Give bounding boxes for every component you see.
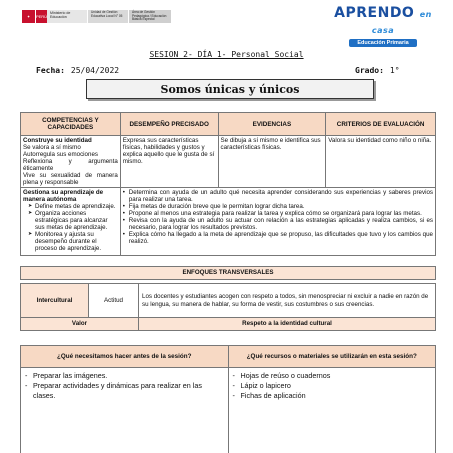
recurso-item: - Hojas de reúso o cuadernos <box>232 371 433 381</box>
recursos-list <box>232 371 433 401</box>
competencia-line: Autorregula sus emociones <box>23 151 98 158</box>
gestion-criterios-cell <box>120 188 435 256</box>
competencia-cell <box>21 136 121 188</box>
antes-cell <box>21 368 229 453</box>
gestion-criterio-item: • Determina con ayuda de un adulto qué necesita aprender considerando sus experiencias y saberes previos para realizar una tarea. <box>123 189 433 203</box>
aprendo-en-casa: en casa <box>371 10 432 35</box>
preparacion-table <box>20 345 436 453</box>
ministerio-label: Ministerio de Educación <box>47 10 87 23</box>
peru-seal-icon: ✦ <box>22 10 35 23</box>
gestion-item: ➤ Monitorea y ajusta su desempeño durante el proceso de aprendizaje. <box>29 231 118 252</box>
page-header <box>0 0 453 46</box>
header-competencias: COMPETENCIAS Y CAPACIDADES <box>21 113 121 136</box>
aprendo-subtitle: Educación Primaria <box>349 39 417 47</box>
competencias-table <box>20 112 436 256</box>
header-evidencias: EVIDENCIAS <box>218 113 326 136</box>
criterios-cell: Valora su identidad como niño o niña. <box>326 136 436 188</box>
minedu-logo <box>22 10 171 23</box>
gestion-criterio-item: • Explica cómo ha llegado a la meta de aprendizaje que se propuso, las dificultades que tuvo y los cambios que realizó. <box>123 231 433 245</box>
competencia-line: Vive su sexualidad de manera plena y responsable <box>23 172 118 186</box>
enfoque-label: Intercultural <box>21 284 89 318</box>
enfoques-header: ENFOQUES TRANSVERSALES <box>21 267 436 280</box>
aprendo-en-casa-logo <box>334 6 432 47</box>
actitud-text: Los docentes y estudiantes acogen con respeto a todos, sin menospreciar ni excluir a nadie en razón de su lengua, su manera de hablar, su forma de vestir, sus costumbres o sus creencias. <box>139 284 436 318</box>
grado-value: 1° <box>389 66 400 75</box>
antes-item: - Preparar actividades y dinámicas para realizar en las clases. <box>24 381 225 401</box>
valor-text: Respeto a la identidad cultural <box>139 318 436 331</box>
gestion-item: ➤ Organiza acciones estratégicas para alcanzar sus metas de aprendizaje. <box>29 210 118 231</box>
gestion-item: ➤ Define metas de aprendizaje. <box>29 203 118 210</box>
peru-label: PERÚ <box>35 10 47 23</box>
gestion-title: Gestiona su aprendizaje de manera autónoma <box>23 189 104 203</box>
gestion-criterio-item: • Fija metas de duración breve que le permitan lograr dicha tarea. <box>123 203 433 210</box>
antes-list <box>24 371 225 401</box>
gestion-cell <box>21 188 121 256</box>
aprendo-title: APRENDO <box>334 5 415 21</box>
fecha-value: 25/04/2022 <box>70 66 120 75</box>
header-desempeno: DESEMPEÑO PRECISADO <box>120 113 218 136</box>
gestion-criterio-item: • Revisa con la ayuda de un adulto su actuar con relación a las estrategias aplicadas y realiza cambios, si es necesario, para lograr los resultados previstos. <box>123 217 433 231</box>
header-criterios: CRITERIOS DE EVALUACIÓN <box>326 113 436 136</box>
competencia-line: Se valora a sí mismo <box>23 144 81 151</box>
fecha-label: Fecha: <box>36 66 65 75</box>
gestion-criterio-item: • Propone al menos una estrategia para realizar la tarea y explica cómo se organizará para lograr las metas. <box>123 210 433 217</box>
valor-label: Valor <box>21 318 139 331</box>
gestion-list <box>23 203 118 252</box>
gestion-criterios-list <box>123 189 433 245</box>
enfoques-table <box>20 266 436 331</box>
recurso-item: - Fichas de aplicación <box>232 391 433 401</box>
lesson-title: Somos únicas y únicos <box>160 82 300 96</box>
grado <box>355 66 400 75</box>
recurso-item: - Lápiz o lapicero <box>232 381 433 391</box>
ugel-label: Unidad de Gestión Educativa Local N° 05 <box>88 10 128 23</box>
session-title: SESION 2- DÍA 1- Personal Social <box>149 50 304 59</box>
evidencias-cell: Se dibuja a sí mismo e identifica sus características físicas. <box>218 136 326 188</box>
fecha <box>36 66 119 75</box>
competencia-title: Construye su identidad <box>23 137 92 144</box>
header-antes: ¿Qué necesitamos hacer antes de la sesión? <box>21 346 229 368</box>
actitud-label: Actitud <box>89 284 139 318</box>
header-recursos: ¿Qué recursos o materiales se utilizarán en esta sesión? <box>228 346 436 368</box>
lesson-title-box <box>86 79 374 99</box>
competencia-line: Reflexiona y argumenta éticamente <box>23 158 118 172</box>
grado-label: Grado: <box>355 66 384 75</box>
antes-item: - Preparar las imágenes. <box>24 371 225 381</box>
recursos-cell <box>228 368 436 453</box>
desempeno-cell: Expresa sus características físicas, habilidades y gustos y explica aquello que le gusta de sí mismo. <box>120 136 218 188</box>
area-label: Área de Gestión Pedagógica / Educación Básica Especial <box>129 10 171 23</box>
